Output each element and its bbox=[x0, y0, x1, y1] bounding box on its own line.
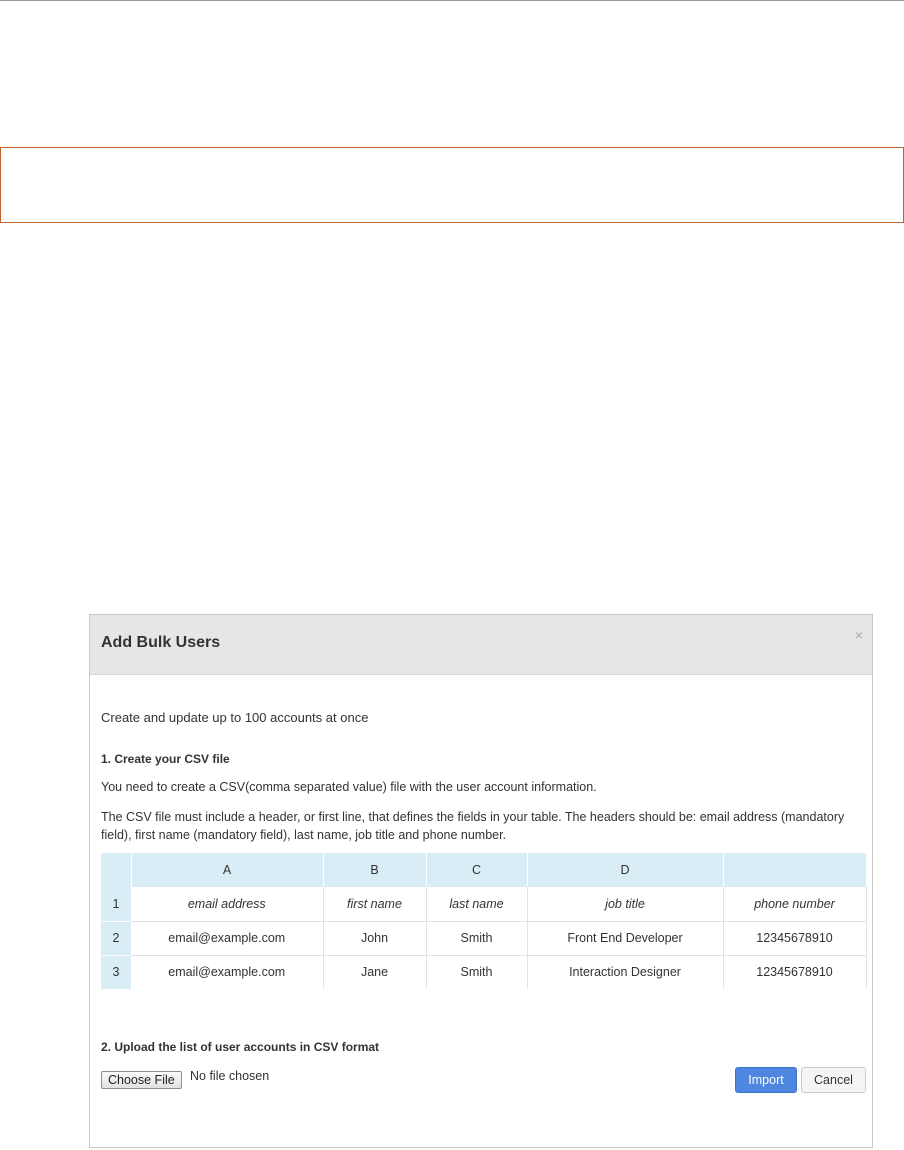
intro-text: Create and update up to 100 accounts at once bbox=[101, 710, 369, 725]
table-cell: Interaction Designer bbox=[527, 955, 723, 989]
row-number: 3 bbox=[101, 955, 131, 989]
add-bulk-users-modal bbox=[89, 614, 873, 1148]
step1-heading: 1. Create your CSV file bbox=[101, 752, 230, 766]
table-cell: Smith bbox=[426, 955, 527, 989]
table-cell: Jane bbox=[323, 955, 426, 989]
table-corner-cell bbox=[101, 853, 131, 887]
table-cell: phone number bbox=[723, 887, 866, 921]
choose-file-button[interactable]: Choose File bbox=[101, 1071, 182, 1089]
table-cell: Smith bbox=[426, 921, 527, 955]
table-cell: first name bbox=[323, 887, 426, 921]
top-divider bbox=[0, 0, 904, 1]
table-cell: Front End Developer bbox=[527, 921, 723, 955]
table-cell: 12345678910 bbox=[723, 921, 866, 955]
table-cell: email address bbox=[131, 887, 323, 921]
column-header: A bbox=[131, 853, 323, 887]
modal-title: Add Bulk Users bbox=[101, 634, 221, 651]
cancel-button[interactable]: Cancel bbox=[801, 1067, 866, 1093]
table-cell: last name bbox=[426, 887, 527, 921]
table-row bbox=[101, 955, 866, 989]
column-header: C bbox=[426, 853, 527, 887]
csv-example-table bbox=[101, 853, 867, 989]
table-cell: 12345678910 bbox=[723, 955, 866, 989]
modal-header bbox=[90, 615, 872, 675]
file-status-text: No file chosen bbox=[190, 1069, 270, 1083]
table-cell: email@example.com bbox=[131, 955, 323, 989]
column-header: D bbox=[527, 853, 723, 887]
step2-heading: 2. Upload the list of user accounts in CSV format bbox=[101, 1040, 380, 1054]
close-icon[interactable]: × bbox=[854, 627, 863, 643]
column-header: B bbox=[323, 853, 426, 887]
table-row bbox=[101, 887, 866, 921]
column-header bbox=[723, 853, 866, 887]
row-number: 1 bbox=[101, 887, 131, 921]
import-button[interactable]: Import bbox=[735, 1067, 797, 1093]
table-cell: John bbox=[323, 921, 426, 955]
alert-box bbox=[0, 147, 904, 223]
table-row bbox=[101, 921, 866, 955]
table-header-row bbox=[101, 853, 866, 887]
step1-header-instructions: The CSV file must include a header, or first line, that defines the fields in your table. The headers should be: email address (mandatory field), first name (mandatory field), last name, job title and phone number. bbox=[101, 810, 845, 842]
row-number: 2 bbox=[101, 921, 131, 955]
table-cell: email@example.com bbox=[131, 921, 323, 955]
step1-description: You need to create a CSV(comma separated value) file with the user account information. bbox=[101, 780, 597, 794]
table-cell: job title bbox=[527, 887, 723, 921]
